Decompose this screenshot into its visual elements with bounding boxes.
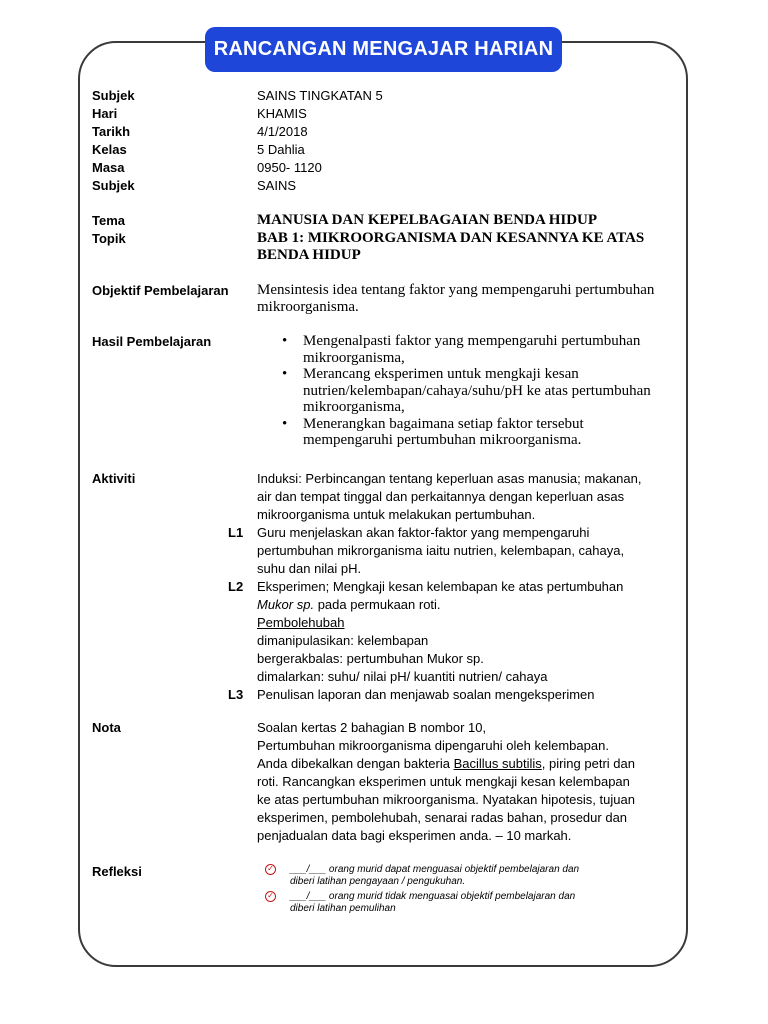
aktiviti-l3 [228, 686, 678, 704]
aktiviti-mark-blank [228, 470, 257, 524]
l1-line3: suhu dan nilai pH. [257, 561, 362, 576]
check-circle-icon: ✓ [265, 891, 276, 902]
aktiviti-label: Aktiviti [92, 471, 136, 486]
l2-line1: Eksperimen; Mengkaji kesan kelembapan ke atas pertumbuhan [257, 579, 624, 594]
aktiviti-induksi [228, 470, 678, 524]
info-value-subjek: SAINS TINGKATAN 5 [257, 88, 383, 103]
info-label-subjek: Subjek [92, 88, 135, 103]
info-value-masa: 0950- 1120 [257, 160, 322, 175]
l1-line1: Guru menjelaskan akan faktor-faktor yang mempengaruhi [257, 525, 590, 540]
nota-line3-pre: Anda dibekalkan dengan bakteria [257, 756, 454, 771]
induksi-line1: Induksi: Perbincangan tentang keperluan asas manusia; makanan, [257, 471, 642, 486]
list-item [265, 864, 675, 888]
l3-mark: L3 [228, 687, 244, 702]
document-title: RANCANGAN MENGAJAR HARIAN [205, 27, 562, 72]
nota-line6: eksperimen, pembolehubah, senarai radas bahan, prosedur dan [257, 810, 628, 825]
nota-bacillus: Bacillus subtilis [453, 756, 542, 771]
list-item [276, 333, 676, 366]
nota-block [257, 719, 677, 845]
l2-line2-rest: pada permukaan roti. [314, 597, 441, 612]
induksi-line2: air dan tempat tinggal dan perkaitannya dengan keperluan asas [257, 489, 625, 504]
topik-value-line2: BENDA HIDUP [257, 247, 361, 263]
aktiviti-block [228, 470, 678, 704]
nota-label: Nota [92, 720, 121, 735]
refleksi-label: Refleksi [92, 864, 142, 879]
l2-line2 [257, 596, 678, 614]
list-item [276, 366, 676, 416]
hasil-list [276, 333, 676, 449]
nota-line3-post: , piring petri dan [541, 756, 635, 771]
hasil-item-3-line2: mempengaruhi pertumbuhan mikroorganisma. [303, 432, 582, 448]
objektif-label: Objektif Pembelajaran [92, 283, 229, 298]
info-label-tarikh: Tarikh [92, 124, 131, 139]
check-circle-icon: ✓ [265, 864, 276, 875]
nota-line7: penjadualan data bagi eksperimen anda. – 10 markah. [257, 828, 572, 843]
refleksi-block [265, 864, 675, 918]
objektif-line1: Mensintesis idea tentang faktor yang mempengaruhi pertumbuhan [257, 282, 655, 298]
refleksi-2-line2: diberi latihan pemulihan [290, 903, 396, 914]
info-value-tarikh: 4/1/2018 [257, 124, 308, 139]
refleksi-1-line2: diberi latihan pengayaan / pengukuhan. [290, 876, 466, 887]
info-value-hari: KHAMIS [257, 106, 307, 121]
info-value-subjek-2: SAINS [257, 178, 297, 193]
nota-line3 [257, 755, 677, 773]
hasil-label: Hasil Pembelajaran [92, 334, 212, 349]
list-item [265, 891, 675, 915]
hasil-item-3-line1: Menerangkan bagaimana setiap faktor tersebut [303, 415, 584, 432]
info-label-masa: Masa [92, 160, 125, 175]
l1-mark: L1 [228, 525, 244, 540]
hasil-item-1-line1: Mengenalpasti faktor yang mempengaruhi pertumbuhan [303, 333, 641, 349]
nota-line5: ke atas pertumbuhan mikroorganisma. Nyatakan hipotesis, tujuan [257, 792, 635, 807]
pembolehubah-dimalarkan: dimalarkan: suhu/ nilai pH/ kuantiti nutrien/ cahaya [257, 669, 548, 684]
pembolehubah-heading: Pembolehubah [257, 615, 345, 630]
bullet-icon: • [282, 333, 288, 349]
objektif-line2: mikroorganisma. [257, 299, 359, 315]
hasil-item-1-line2: mikroorganisma, [303, 349, 405, 366]
topik-label: Topik [92, 231, 126, 246]
info-value-kelas: 5 Dahlia [257, 142, 305, 157]
list-item [276, 416, 676, 449]
l2-organism: Mukor sp. [257, 597, 315, 612]
induksi-line3: mikroorganisma untuk melakukan pertumbuhan. [257, 507, 536, 522]
nota-line1: Soalan kertas 2 bahagian B nombor 10, [257, 720, 487, 735]
bullet-icon: • [282, 366, 288, 382]
l2-mark: L2 [228, 579, 244, 594]
topik-value-line1: BAB 1: MIKROORGANISMA DAN KESANNYA KE ATAS [257, 230, 645, 246]
info-label-subjek-2: Subjek [92, 178, 135, 193]
hasil-item-2-line2: nutrien/kelembapan/cahaya/suhu/pH ke atas pertumbuhan [303, 382, 651, 399]
aktiviti-l1 [228, 524, 678, 578]
nota-line2: Pertumbuhan mikroorganisma dipengaruhi oleh kelembapan. [257, 738, 609, 753]
refleksi-1-line1: ___/___ orang murid dapat menguasai objektif pembelajaran dan [290, 864, 580, 875]
hasil-item-2-line1: Merancang eksperimen untuk mengkaji kesan [303, 366, 579, 382]
pembolehubah-bergerakbalas: bergerakbalas: pertumbuhan Mukor sp. [257, 651, 484, 666]
refleksi-2-line1: ___/___ orang murid tidak menguasai objektif pembelajaran dan [290, 891, 576, 902]
nota-line4: roti. Rancangkan eksperimen untuk mengkaji kesan kelembapan [257, 774, 630, 789]
info-label-hari: Hari [92, 106, 118, 121]
l1-line2: pertumbuhan mikrorganisma iaitu nutrien, kelembapan, cahaya, [257, 543, 625, 558]
info-label-kelas: Kelas [92, 142, 127, 157]
aktiviti-l2 [228, 578, 678, 686]
tema-value: MANUSIA DAN KEPELBAGAIAN BENDA HIDUP [257, 212, 598, 228]
bullet-icon: • [282, 415, 288, 432]
pembolehubah-dimanipulasikan: dimanipulasikan: kelembapan [257, 633, 429, 648]
hasil-item-2-line3: mikroorganisma, [303, 399, 405, 415]
tema-label: Tema [92, 213, 125, 228]
l3-text: Penulisan laporan dan menjawab soalan mengeksperimen [257, 687, 595, 702]
